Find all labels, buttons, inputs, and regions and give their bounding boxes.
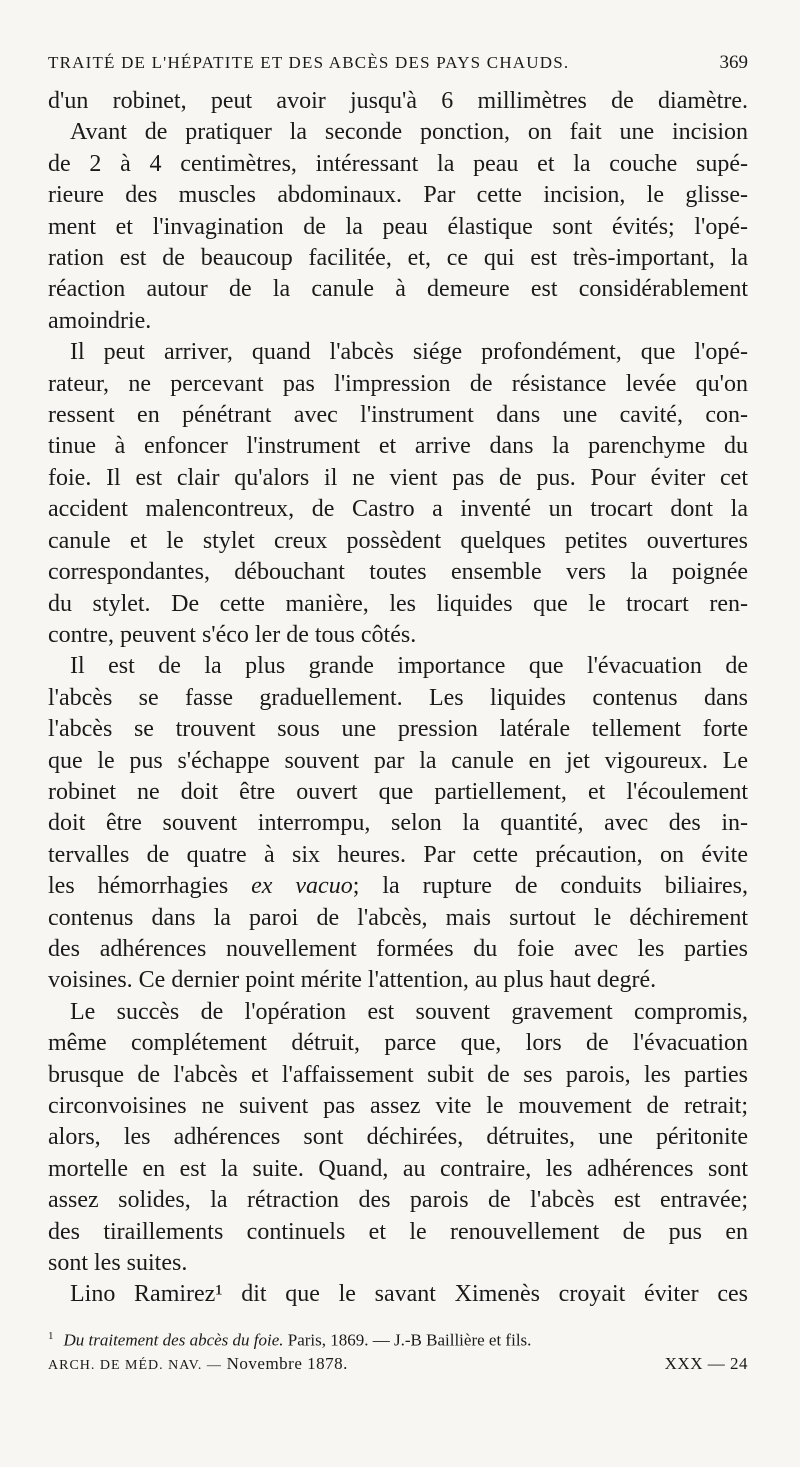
text-line: que le pus s'échappe souvent par la canule en jet vigoureux. Le bbox=[48, 747, 748, 774]
text-line: amoindrie. bbox=[48, 307, 152, 334]
text-line: tervalles de quatre à six heures. Par cette précaution, on évite bbox=[48, 841, 748, 868]
text-line: ressent en pénétrant avec l'instrument dans une cavité, con- bbox=[48, 402, 748, 429]
header-title: TRAITÉ DE L'HÉPATITE ET DES ABCÈS DES PAYS CHAUDS. bbox=[48, 53, 570, 72]
text-line: rateur, ne percevant pas l'impression de résistance levée qu'on bbox=[48, 370, 748, 397]
text-line: de 2 à 4 centimètres, intéressant la peau et la couche supé- bbox=[48, 150, 748, 177]
text-line: tinue à enfoncer l'instrument et arrive dans la parenchyme du bbox=[48, 433, 748, 460]
text-line: contre, peuvent s'éco ler de tous côtés. bbox=[48, 621, 417, 648]
paragraph bbox=[48, 997, 748, 1280]
paragraph bbox=[48, 86, 748, 117]
text-line: même complétement détruit, parce que, lors de l'évacuation bbox=[48, 1030, 748, 1057]
text-line: les hémorrhagies ex vacuo; la rupture de conduits biliaires, bbox=[48, 873, 748, 900]
text-line: des tiraillements continuels et le renouvellement de pus en bbox=[48, 1218, 748, 1245]
body-text bbox=[48, 86, 748, 1311]
text-line: voisines. Ce dernier point mérite l'attention, au plus haut degré. bbox=[48, 967, 657, 994]
journal-abbrev: ARCH. DE MÉD. NAV. — bbox=[48, 1357, 222, 1373]
text-line: alors, les adhérences sont déchirées, détruites, une péritonite bbox=[48, 1124, 748, 1151]
issue-date: Novembre 1878. bbox=[226, 1353, 348, 1373]
text-line: Il est de la plus grande importance que l'évacuation de bbox=[70, 653, 748, 680]
latin-phrase: ex vacuo bbox=[251, 873, 353, 900]
footnote-title: Du traitement des abcès du foie. bbox=[63, 1330, 284, 1350]
text-line: d'un robinet, peut avoir jusqu'à 6 millimètres de diamètre. bbox=[48, 88, 748, 114]
text-line: contenus dans la paroi de l'abcès, mais surtout le déchirement bbox=[48, 904, 748, 931]
text-line: ment et l'invagination de la peau élastique sont évités; l'opé- bbox=[48, 213, 748, 240]
text-line: l'abcès se fasse graduellement. Les liquides contenus dans bbox=[48, 684, 748, 711]
footnote bbox=[48, 1325, 748, 1352]
document-page bbox=[48, 52, 748, 1378]
paragraph bbox=[48, 1279, 748, 1310]
sheet-mark: XXX — 24 bbox=[664, 1353, 748, 1373]
text-line: sont les suites. bbox=[48, 1250, 188, 1277]
text-line: canule et le stylet creux possèdent quelques petites ouvertures bbox=[48, 527, 748, 554]
text-line: réaction autour de la canule à demeure est considérablement bbox=[48, 276, 748, 303]
text-line: correspondantes, débouchant toutes ensemble vers la poignée bbox=[48, 559, 748, 586]
footnote-marker: 1 bbox=[48, 1329, 54, 1342]
text-line: Il peut arriver, quand l'abcès siége profondément, que l'opé- bbox=[70, 339, 748, 366]
text-line: l'abcès se trouvent sous une pression latérale tellement forte bbox=[48, 716, 748, 743]
text-line: circonvoisines ne suivent pas assez vite le mouvement de retrait; bbox=[48, 1093, 748, 1119]
text-line: Lino Ramirez¹ dit que le savant Ximenès croyait éviter ces bbox=[70, 1281, 748, 1308]
footnote-rest: Paris, 1869. — J.-B Baillière et fils. bbox=[283, 1330, 532, 1350]
text-line: du stylet. De cette manière, les liquides que le trocart ren- bbox=[48, 590, 748, 617]
paragraph bbox=[48, 337, 748, 651]
text-line: ration est de beaucoup facilitée, et, ce qui est très-important, la bbox=[48, 245, 748, 272]
paragraph bbox=[48, 117, 748, 337]
text-line: brusque de l'abcès et l'affaissement subit de ses parois, les parties bbox=[48, 1061, 748, 1088]
text-line: assez solides, la rétraction des parois de l'abcès est entravée; bbox=[48, 1187, 748, 1214]
signature-line bbox=[48, 1352, 748, 1378]
text-line: Avant de pratiquer la seconde ponction, on fait une incision bbox=[70, 119, 748, 146]
text-line: rieure des muscles abdominaux. Par cette incision, le glisse- bbox=[48, 182, 748, 209]
page-number: 369 bbox=[719, 52, 748, 73]
paragraph bbox=[48, 651, 748, 996]
text-line: Le succès de l'opération est souvent gravement compromis, bbox=[70, 998, 748, 1025]
text-line: des adhérences nouvellement formées du foie avec les parties bbox=[48, 935, 748, 962]
text-line: doit être souvent interrompu, selon la quantité, avec des in- bbox=[48, 810, 748, 837]
text-line: accident malencontreux, de Castro a inventé un trocart dont la bbox=[48, 496, 748, 523]
running-header bbox=[48, 52, 748, 82]
text-line: foie. Il est clair qu'alors il ne vient pas de pus. Pour éviter cet bbox=[48, 464, 748, 491]
text-line: robinet ne doit être ouvert que partiellement, et l'écoulement bbox=[48, 778, 748, 805]
text-line: mortelle en est la suite. Quand, au contraire, les adhérences sont bbox=[48, 1155, 748, 1182]
